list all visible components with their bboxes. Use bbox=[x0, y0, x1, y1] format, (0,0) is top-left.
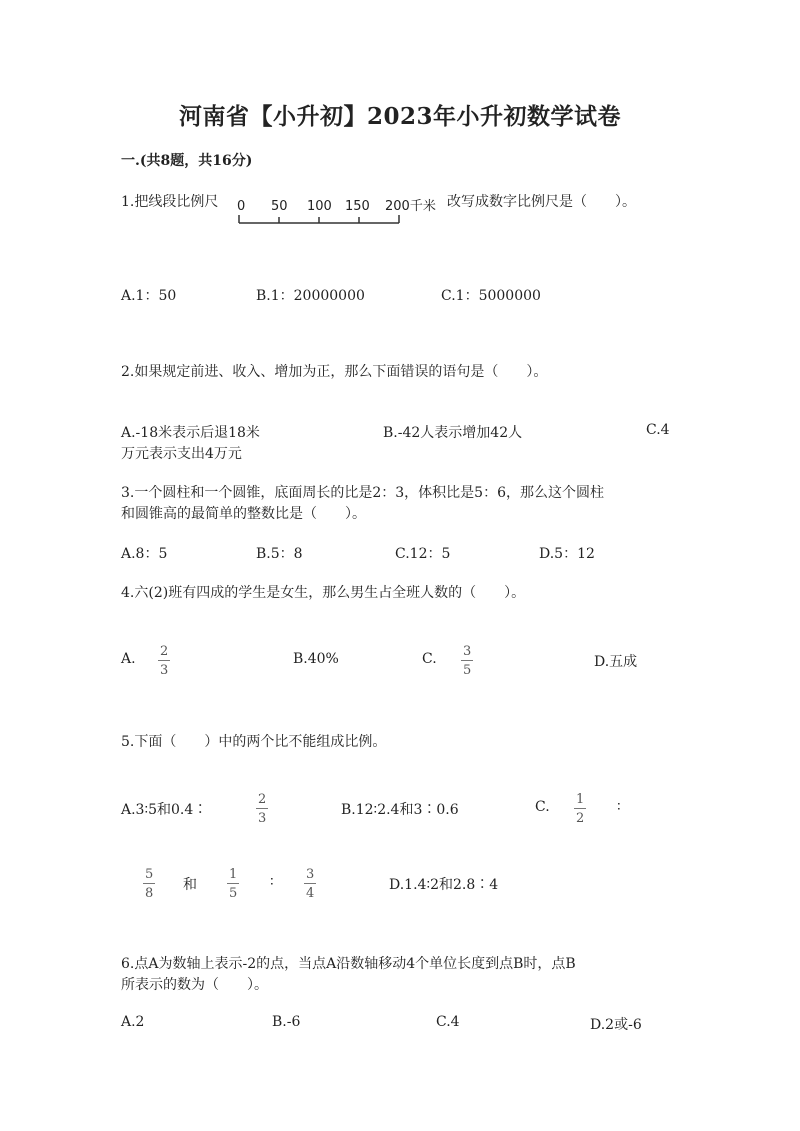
fraction-numerator: 1 bbox=[576, 792, 585, 807]
q3-option-a: A.8：5 bbox=[121, 546, 168, 562]
q6-option-d: D.2或-6 bbox=[590, 1017, 642, 1033]
q6-stem-line1: 6.点A为数轴上表示-2的点，当点A沿数轴移动4个单位长度到点B时，点B bbox=[121, 956, 576, 972]
q5-option-c-colon-1: ∶ bbox=[617, 799, 621, 815]
fraction-numerator: 5 bbox=[145, 867, 154, 882]
q5-option-c-label: C. bbox=[535, 799, 550, 815]
q2-option-a: A.-18米表示后退18米 bbox=[121, 425, 260, 441]
fraction-numerator: 3 bbox=[306, 867, 315, 882]
q3-option-c: C.12：5 bbox=[395, 546, 451, 562]
q5-option-a-text: A.3∶5和0.4∶ bbox=[121, 802, 208, 818]
fraction-numerator: 2 bbox=[258, 792, 267, 807]
fraction-denominator: 3 bbox=[160, 663, 169, 678]
q5-option-c-and: 和 bbox=[183, 877, 197, 893]
q5-option-b: B.12∶2.4和3∶0.6 bbox=[341, 802, 459, 818]
q3-stem-line1: 3.一个圆柱和一个圆锥，底面周长的比是2：3，体积比是5：6，那么这个圆柱 bbox=[121, 485, 604, 501]
q4-option-b: B.40% bbox=[293, 651, 339, 667]
fraction-denominator: 3 bbox=[258, 811, 267, 826]
q2-stem: 2.如果规定前进、收入、增加为正，那么下面错误的语句是（ ）。 bbox=[121, 364, 548, 380]
q6-option-c: C.4 bbox=[436, 1014, 460, 1030]
scale-label-100: 100 bbox=[307, 199, 332, 214]
q4-option-c-label: C. bbox=[422, 651, 437, 667]
scale-bar bbox=[237, 196, 449, 228]
fraction-denominator: 4 bbox=[306, 886, 315, 901]
q5-option-c-fraction-4 bbox=[304, 868, 316, 900]
q1-stem-suffix: 改写成数字比例尺是（ ）。 bbox=[447, 194, 636, 210]
line-scale-figure bbox=[237, 196, 449, 232]
fraction-denominator: 5 bbox=[229, 886, 238, 901]
q1-option-a: A.1：50 bbox=[121, 288, 177, 304]
q4-option-c-fraction bbox=[461, 645, 473, 677]
fraction-denominator: 8 bbox=[145, 886, 154, 901]
q3-option-b: B.5：8 bbox=[256, 546, 303, 562]
q5-option-d: D.1.4∶2和2.8∶4 bbox=[389, 877, 499, 893]
q4-option-a-label: A. bbox=[121, 651, 136, 667]
q4-option-a-fraction bbox=[158, 645, 170, 677]
q1-stem-prefix: 1.把线段比例尺 bbox=[121, 194, 219, 210]
q6-option-b: B.-6 bbox=[272, 1014, 301, 1030]
q5-option-c-fraction-3 bbox=[227, 868, 239, 900]
q1-option-b: B.1：20000000 bbox=[256, 288, 365, 304]
q3-option-d: D.5：12 bbox=[539, 546, 595, 562]
scale-label-50: 50 bbox=[271, 199, 288, 214]
fraction-numerator: 1 bbox=[229, 867, 238, 882]
fraction-denominator: 2 bbox=[576, 811, 585, 826]
q5-option-a-fraction bbox=[256, 793, 268, 825]
q4-option-d: D.五成 bbox=[594, 654, 638, 670]
section-heading: 一.(共8题，共16分) bbox=[121, 153, 253, 169]
q2-option-c: C.4 bbox=[646, 422, 670, 438]
q6-option-a: A.2 bbox=[121, 1014, 145, 1030]
q2-option-c-continued: 万元表示支出4万元 bbox=[121, 446, 242, 462]
q2-option-b: B.-42人表示增加42人 bbox=[383, 425, 523, 441]
scale-label-0: 0 bbox=[237, 199, 246, 214]
scale-label-200: 200千米 bbox=[385, 199, 436, 214]
page-title: 河南省【小升初】2023年小升初数学试卷 bbox=[178, 103, 621, 130]
q5-option-c-fraction-2 bbox=[143, 868, 155, 900]
scale-label-150: 150 bbox=[345, 199, 370, 214]
fraction-denominator: 5 bbox=[463, 663, 472, 678]
q5-option-c-colon-2: ∶ bbox=[270, 874, 274, 890]
fraction-numerator: 2 bbox=[160, 644, 169, 659]
q1-option-c: C.1：5000000 bbox=[441, 288, 541, 304]
q4-stem: 4.六(2)班有四成的学生是女生，那么男生占全班人数的（ ）。 bbox=[121, 585, 526, 601]
q5-stem: 5.下面（ ）中的两个比不能组成比例。 bbox=[121, 734, 387, 750]
q6-stem-line2: 所表示的数为（ ）。 bbox=[121, 977, 268, 993]
q5-option-c-fraction-1 bbox=[574, 793, 586, 825]
fraction-numerator: 3 bbox=[463, 644, 472, 659]
q3-stem-line2: 和圆锥高的最简单的整数比是（ ）。 bbox=[121, 506, 366, 522]
